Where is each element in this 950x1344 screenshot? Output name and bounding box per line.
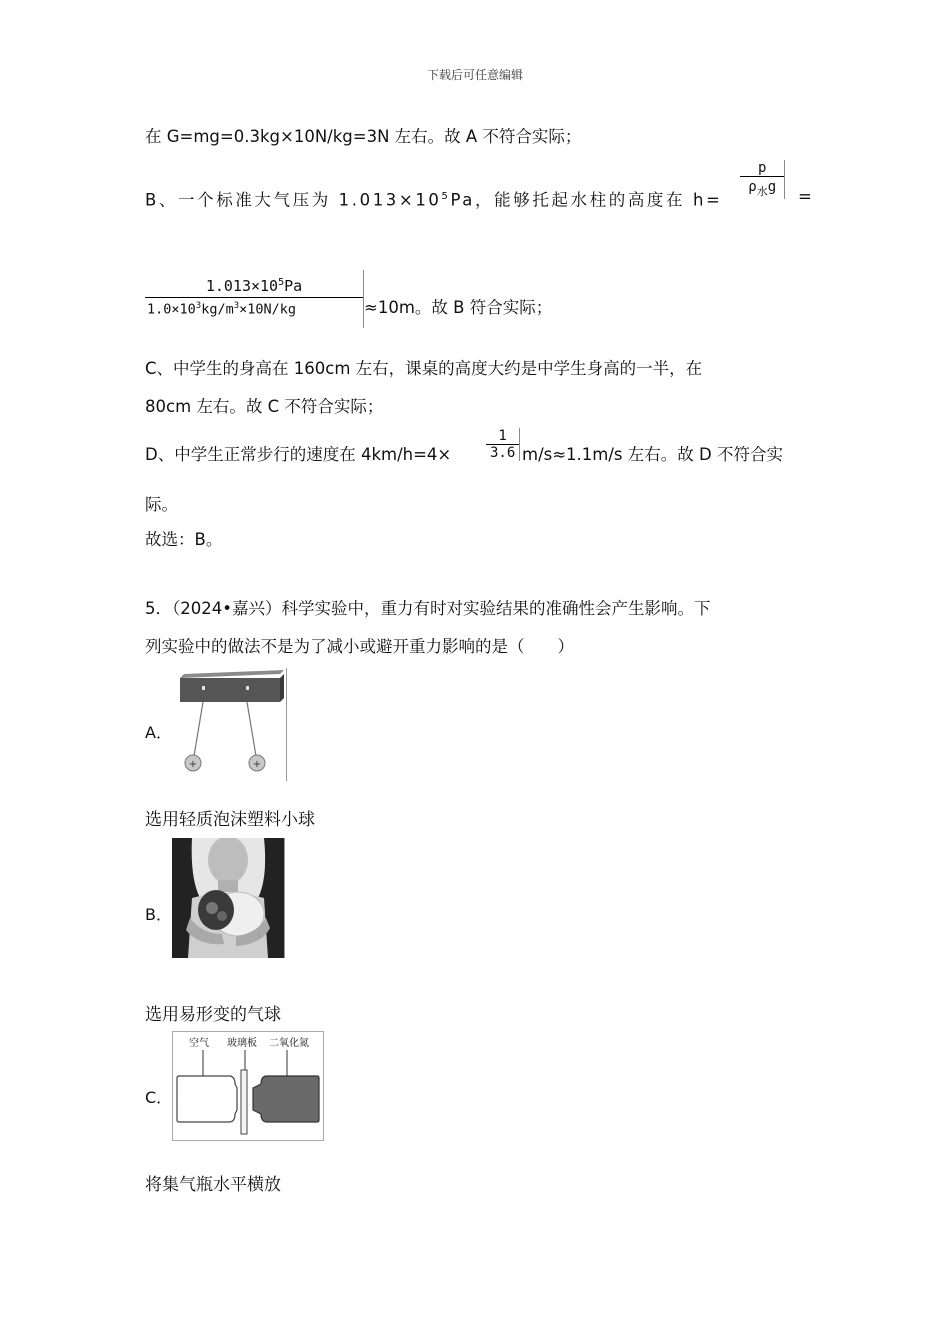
fraction-1-over-3-6 xyxy=(486,428,520,472)
l2-pre: B、一个标准大气压为 1.013×10 xyxy=(145,190,442,210)
l6-pre: D、中学生正常步行的速度在 4km/h=4× xyxy=(145,445,452,464)
frac-3-6: 3.6 xyxy=(490,445,516,461)
frac-num: p xyxy=(740,160,784,177)
svg-text:+: + xyxy=(252,759,262,770)
svg-text:+: + xyxy=(188,759,198,770)
pith-balls-illustration xyxy=(172,668,286,781)
text-line-2 xyxy=(145,186,722,212)
option-b-caption: 选用易形变的气球 xyxy=(145,1005,281,1025)
l3-num-post: Pa xyxy=(284,277,303,295)
l3-den-mid: kg/m xyxy=(201,301,234,318)
rho-sub: 水 xyxy=(756,184,768,198)
l2-mid: Pa，能够托起水柱的高度在 h= xyxy=(450,190,723,210)
text-line-8: 故选：B。 xyxy=(145,530,223,549)
question-5-line-2: 列实验中的做法不是为了减小或避开重力影响的是（ ） xyxy=(145,637,574,656)
fraction-pressure xyxy=(145,270,364,328)
text-line-5: 80cm 左右。故 C 不符合实际； xyxy=(145,397,384,416)
page-header: 下载后可任意编辑 xyxy=(426,68,523,82)
question-5-line-1: 5．（2024•嘉兴）科学实验中，重力有时对实验结果的准确性会产生影响。下 xyxy=(145,599,711,618)
option-a-figure xyxy=(172,668,287,781)
l3-num-sup: 5 xyxy=(278,277,285,288)
label-air: 空气 xyxy=(189,1038,209,1049)
formula-h xyxy=(740,160,796,210)
l2-sup: 5 xyxy=(441,191,451,202)
option-a-caption: 选用轻质泡沫塑料小球 xyxy=(145,810,315,830)
g: g xyxy=(767,179,777,195)
gas-jars-illustration xyxy=(173,1032,323,1140)
l3-den-post: ×10N/kg xyxy=(239,301,297,318)
fraction-p-rho-g xyxy=(740,160,785,199)
l3-den-sup1: 3 xyxy=(195,301,202,311)
text-line-3: ≈10m。故 B 符合实际； xyxy=(364,298,553,317)
l3-num-pre: 1.013×10 xyxy=(205,277,279,295)
l3-den-sup2: 3 xyxy=(233,301,240,311)
text-line-4: C、中学生的身高在 160cm 左右，课桌的高度大约是中学生身高的一半，在 xyxy=(145,359,703,378)
equals-sign: = xyxy=(798,187,812,206)
text-line-6 xyxy=(145,444,451,466)
option-c-caption: 将集气瓶水平横放 xyxy=(145,1175,281,1195)
option-b-label: B． xyxy=(145,905,172,924)
option-b-figure xyxy=(172,838,285,958)
option-c-figure xyxy=(172,1031,324,1141)
label-glass-plate: 玻璃板 xyxy=(227,1038,257,1049)
text-line-6-post: m/s≈1.1m/s 左右。故 D 不符合实 xyxy=(522,445,783,464)
balloon-photo-illustration xyxy=(172,838,284,958)
text-line-7: 际。 xyxy=(145,495,178,514)
rho: ρ xyxy=(748,179,757,195)
option-c-label: C． xyxy=(145,1088,173,1107)
l3-den-pre: 1.0×10 xyxy=(147,301,196,318)
option-a-label: A． xyxy=(145,723,172,742)
label-nitrogen-dioxide: 二氧化氮 xyxy=(269,1038,309,1049)
frac-1: 1 xyxy=(486,428,519,445)
text-line-1: 在 G=mg=0.3kg×10N/kg=3N 左右。故 A 不符合实际； xyxy=(145,127,582,146)
